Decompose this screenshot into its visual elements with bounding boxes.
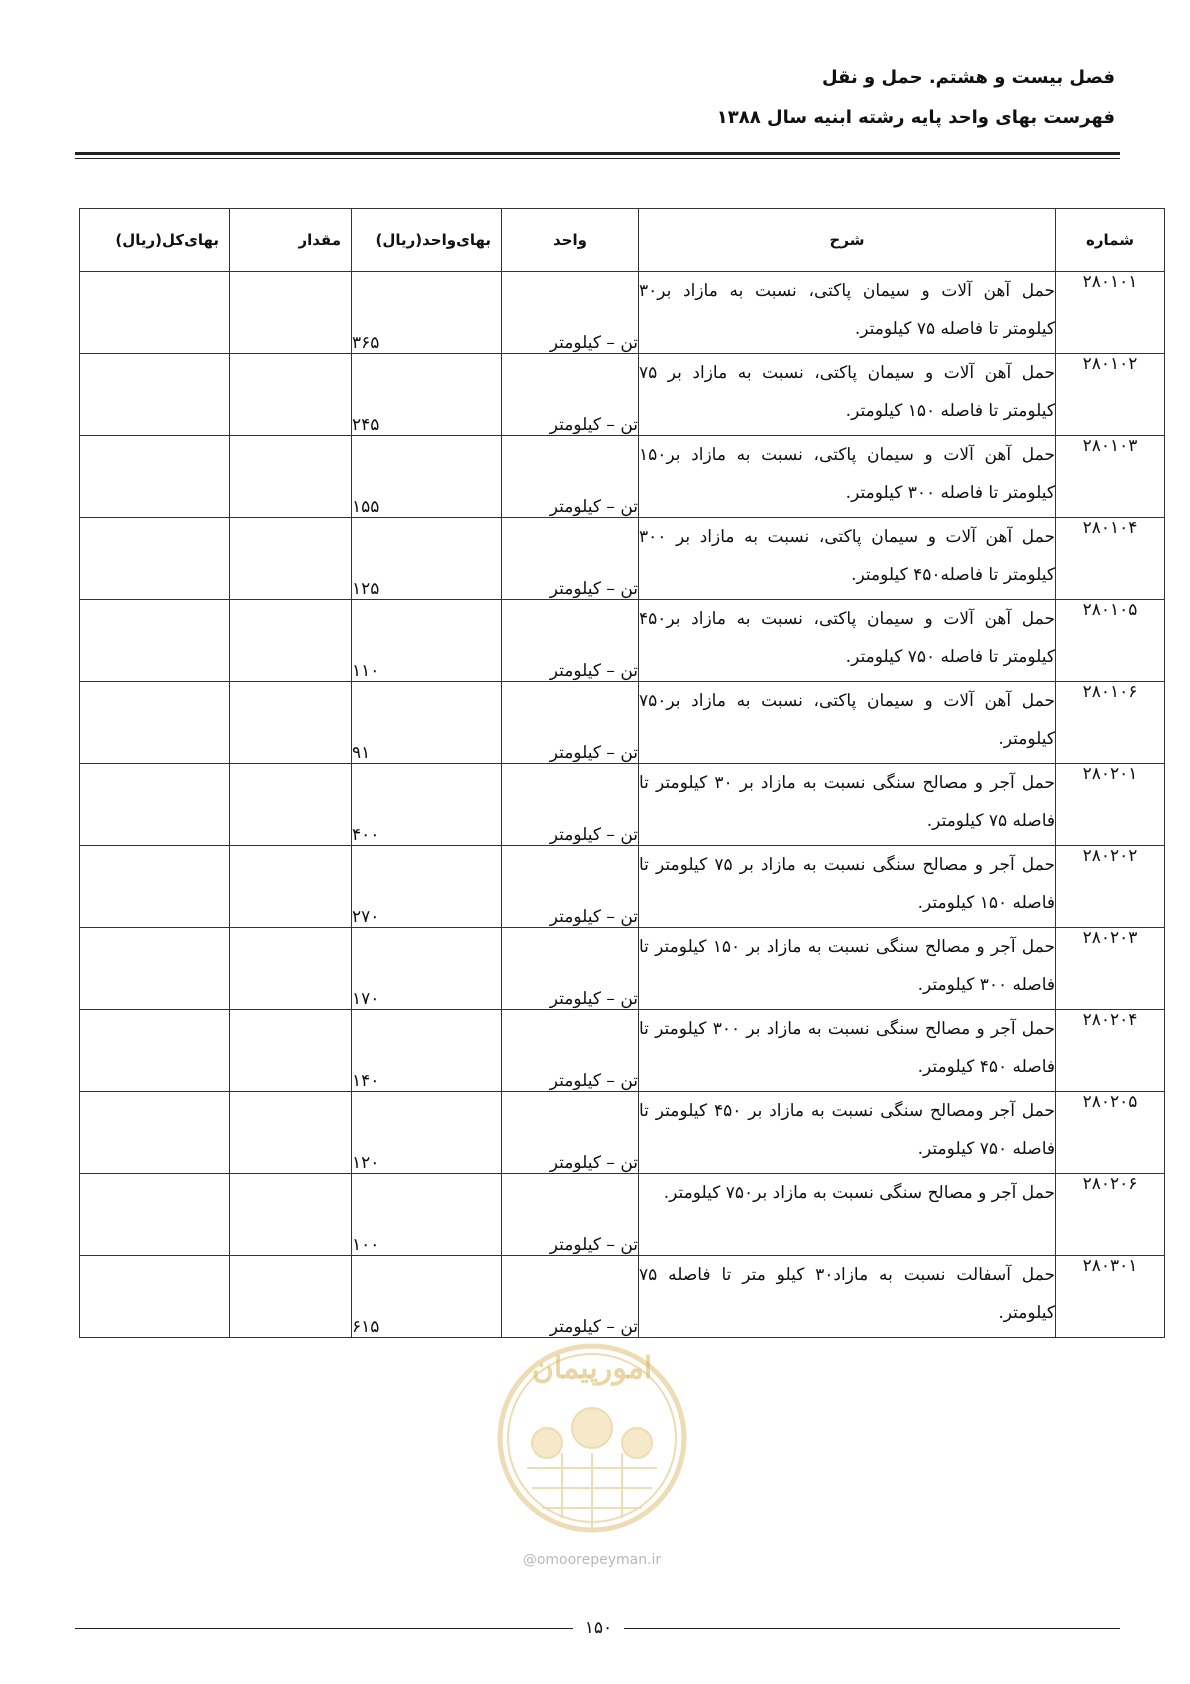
watermark-logo-text: امورپیمان [531, 1351, 653, 1386]
item-unit-price: ۳۶۵ [352, 272, 502, 354]
column-header-number: شماره [1056, 209, 1165, 272]
item-total-price [80, 272, 230, 354]
item-unit: تن – کیلومتر [502, 846, 639, 928]
item-unit: تن – کیلومتر [502, 928, 639, 1010]
item-quantity [230, 1256, 352, 1338]
item-number: ۲۸۰۱۰۵ [1056, 600, 1165, 682]
document-title: فهرست بهای واحد پایه رشته ابنیه سال ۱۳۸۸ [716, 107, 1115, 128]
table-header-row [80, 209, 1165, 272]
column-header-total-price: بهای‌کل(ریال) [80, 209, 230, 272]
item-description: حمل آهن آلات و سیمان پاکتی، نسبت به مازاد بر ۳۰۰ کیلومتر تا فاصله۴۵۰ کیلومتر. [639, 518, 1056, 600]
item-total-price [80, 600, 230, 682]
item-quantity [230, 1092, 352, 1174]
item-quantity [230, 928, 352, 1010]
footer-rule-right [624, 1628, 1120, 1629]
header-rule-thick [75, 152, 1120, 155]
chapter-title: فصل بیست و هشتم. حمل و نقل [821, 67, 1115, 88]
item-description: حمل آهن آلات و سیمان پاکتی، نسبت به مازاد بر۳۰ کیلومتر تا فاصله ۷۵ کیلومتر. [639, 272, 1056, 354]
item-unit-price: ۱۰۰ [352, 1174, 502, 1256]
item-unit-price: ۲۴۵ [352, 354, 502, 436]
table-row [80, 846, 1165, 928]
item-number: ۲۸۰۲۰۵ [1056, 1092, 1165, 1174]
page-number: ۱۵۰ [584, 1618, 613, 1638]
item-description: حمل آجر و مصالح سنگی نسبت به مازاد بر ۱۵۰ کیلومتر تا فاصله ۳۰۰ کیلومتر. [639, 928, 1056, 1010]
item-total-price [80, 928, 230, 1010]
table-row [80, 354, 1165, 436]
item-number: ۲۸۰۲۰۱ [1056, 764, 1165, 846]
item-unit-price: ۹۱ [352, 682, 502, 764]
column-header-quantity: مقدار [230, 209, 352, 272]
item-quantity [230, 600, 352, 682]
table-row [80, 600, 1165, 682]
header-rule-thin [75, 158, 1120, 159]
table-row [80, 1092, 1165, 1174]
item-quantity [230, 682, 352, 764]
item-description: حمل آهن آلات و سیمان پاکتی، نسبت به مازاد بر۴۵۰ کیلومتر تا فاصله ۷۵۰ کیلومتر. [639, 600, 1056, 682]
item-unit-price: ۱۲۵ [352, 518, 502, 600]
item-description: حمل آجر و مصالح سنگی نسبت به مازاد بر ۳۰۰ کیلومتر تا فاصله ۴۵۰ کیلومتر. [639, 1010, 1056, 1092]
item-number: ۲۸۰۲۰۳ [1056, 928, 1165, 1010]
table-row [80, 436, 1165, 518]
item-unit: تن – کیلومتر [502, 436, 639, 518]
item-description: حمل آهن آلات و سیمان پاکتی، نسبت به مازاد بر۱۵۰ کیلومتر تا فاصله ۳۰۰ کیلومتر. [639, 436, 1056, 518]
item-total-price [80, 1010, 230, 1092]
table-row [80, 1174, 1165, 1256]
table-row [80, 928, 1165, 1010]
item-quantity [230, 846, 352, 928]
item-total-price [80, 518, 230, 600]
column-header-unit: واحد [502, 209, 639, 272]
item-unit-price: ۶۱۵ [352, 1256, 502, 1338]
footer-rule-left [75, 1628, 573, 1629]
item-total-price [80, 682, 230, 764]
item-unit-price: ۲۷۰ [352, 846, 502, 928]
item-total-price [80, 1092, 230, 1174]
item-description: حمل آجر ومصالح سنگی نسبت به مازاد بر ۴۵۰ کیلومتر تا فاصله ۷۵۰ کیلومتر. [639, 1092, 1056, 1174]
item-number: ۲۸۰۲۰۴ [1056, 1010, 1165, 1092]
item-unit: تن – کیلومتر [502, 600, 639, 682]
item-total-price [80, 764, 230, 846]
item-unit-price: ۱۲۰ [352, 1092, 502, 1174]
item-number: ۲۸۰۲۰۶ [1056, 1174, 1165, 1256]
item-total-price [80, 354, 230, 436]
item-quantity [230, 354, 352, 436]
item-unit-price: ۴۰۰ [352, 764, 502, 846]
item-unit: تن – کیلومتر [502, 1010, 639, 1092]
table-row [80, 272, 1165, 354]
item-description: حمل آهن آلات و سیمان پاکتی، نسبت به مازاد بر۷۵۰ کیلومتر. [639, 682, 1056, 764]
column-header-description: شرح [639, 209, 1056, 272]
item-unit: تن – کیلومتر [502, 1174, 639, 1256]
item-description: حمل آهن آلات و سیمان پاکتی، نسبت به مازاد بر ۷۵ کیلومتر تا فاصله ۱۵۰ کیلومتر. [639, 354, 1056, 436]
item-total-price [80, 1256, 230, 1338]
item-unit: تن – کیلومتر [502, 354, 639, 436]
item-unit: تن – کیلومتر [502, 1092, 639, 1174]
item-total-price [80, 436, 230, 518]
item-unit: تن – کیلومتر [502, 518, 639, 600]
item-description: حمل آجر و مصالح سنگی نسبت به مازاد بر۷۵۰ کیلومتر. [639, 1174, 1056, 1256]
item-total-price [80, 846, 230, 928]
item-total-price [80, 1174, 230, 1256]
item-quantity [230, 1174, 352, 1256]
item-description: حمل آجر و مصالح سنگی نسبت به مازاد بر ۷۵ کیلومتر تا فاصله ۱۵۰ کیلومتر. [639, 846, 1056, 928]
item-number: ۲۸۰۲۰۲ [1056, 846, 1165, 928]
item-quantity [230, 764, 352, 846]
table-row [80, 1256, 1165, 1338]
item-unit-price: ۱۴۰ [352, 1010, 502, 1092]
item-description: حمل آجر و مصالح سنگی نسبت به مازاد بر ۳۰ کیلومتر تا فاصله ۷۵ کیلومتر. [639, 764, 1056, 846]
table-row [80, 764, 1165, 846]
item-number: ۲۸۰۱۰۶ [1056, 682, 1165, 764]
table-row [80, 682, 1165, 764]
item-unit: تن – کیلومتر [502, 1256, 639, 1338]
table-row [80, 1010, 1165, 1092]
item-quantity [230, 436, 352, 518]
item-unit-price: ۱۱۰ [352, 600, 502, 682]
item-unit: تن – کیلومتر [502, 682, 639, 764]
price-table [79, 208, 1165, 1338]
watermark-logo [492, 1328, 692, 1568]
item-quantity [230, 518, 352, 600]
page-header [717, 60, 1115, 136]
item-unit: تن – کیلومتر [502, 764, 639, 846]
item-number: ۲۸۰۱۰۱ [1056, 272, 1165, 354]
item-unit-price: ۱۷۰ [352, 928, 502, 1010]
item-quantity [230, 272, 352, 354]
item-number: ۲۸۰۳۰۱ [1056, 1256, 1165, 1338]
watermark-url: @omoorepeyman.ir [522, 1552, 662, 1568]
item-unit: تن – کیلومتر [502, 272, 639, 354]
item-number: ۲۸۰۱۰۳ [1056, 436, 1165, 518]
item-number: ۲۸۰۱۰۲ [1056, 354, 1165, 436]
table-body [80, 272, 1165, 1338]
item-number: ۲۸۰۱۰۴ [1056, 518, 1165, 600]
column-header-unit-price: بهای‌واحد(ریال) [352, 209, 502, 272]
item-description: حمل آسفالت نسبت به مازاد۳۰ کیلو متر تا فاصله ۷۵ کیلومتر. [639, 1256, 1056, 1338]
item-quantity [230, 1010, 352, 1092]
item-unit-price: ۱۵۵ [352, 436, 502, 518]
table-row [80, 518, 1165, 600]
